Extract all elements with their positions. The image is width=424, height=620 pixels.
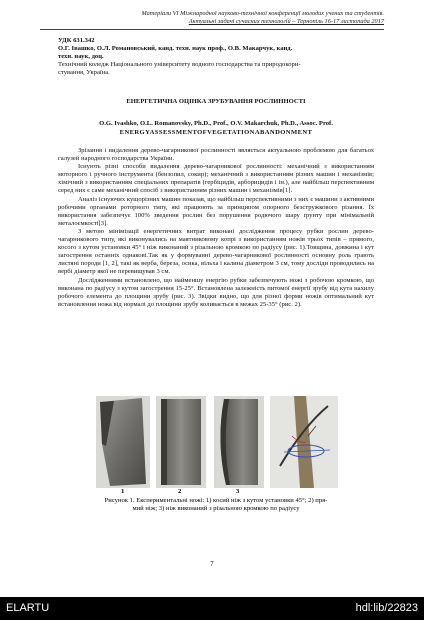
paragraph-2: Існують різні способи видалення дерево-чагарникової рослинності: механічний з використанням моторного і ручного інструмента (бензопил, сокир); механічний з використанням різних машин і механізмів; хімічний з використанням спеціальних препаратів (гербіцидів, арборицидів і ін.), але найбільш перспективним серед них є саме механічний спосіб з використанням різних машин і механізмів[1]. [58, 163, 374, 195]
paragraph-3: Аналіз існуючих кущорізних машин показав, що найбільш перспективними з них є машини з активними робочими органами роторного типу, які працюють за принципом опорного безстружкового різання. Їх використання забезпечує 100% зведення рослин без порушення родючого шару ґрунту при мінімальній металоємкості[3]. [58, 195, 374, 227]
header-line-1: Матеріали VI Міжнародної науково-технічної конференції молодих учених та студентів. [141, 10, 384, 17]
header-line-2: Актуальні задачі сучасних технологій – Тернопіль 16-17 листопада 2017 [188, 18, 384, 25]
blade-image-2 [156, 396, 206, 488]
handle-id: hdl:lib/22823 [355, 602, 418, 614]
blade-image-3 [214, 396, 264, 488]
paragraph-4: З метою мінімізації енергетичних витрат виконані дослідження процесу рубки рослин дерево-чагарникового типу, які виконувались на маятниковому копрі з використанням ножів трьох типів – прямого, косого з кутом установки 45° і ніж виконаний з різальною кромкою по радіусу (рис. 1).Товщина, довжина і кут загострення останніх однакові.Так як у формуванні дерево-чагарникової рослинності основну роль грають листяні породи [1, 2], такі як верба, береза, осика, вільха і калина діаметром 3 см, тому досліди проводились на вербі діаметр якої не перевищував 3 см. [58, 227, 374, 276]
paragraph-1: Зрізання і видалення дерево-чагарникової рослинності являється актуальною проблемою для багатьох галузей народного господарства України. [58, 147, 374, 163]
paragraph-5: Дослідженнями встановлено, що найменшу енергію рубки забезпечують ножі з робочою кромкою, що виконана по радіусу з кутом загострення 15-25°. Встановлена залежність питомої енергії зрубу від кута нахилу робочого елемента до площини зрубу (рис. 3). Звідки видно, що для різної форми ножів оптимальний кут встановлення ножа від нормалі до площини зрубу коливається в межах 25-35° (рис. 2). [58, 276, 374, 308]
title-ua: ЕНЕРГЕТИЧНА ОЦІНКА ЗРУБУВАННЯ РОСЛИННОСТІ [126, 98, 306, 105]
affiliation-line-1: Технічний коледж Національного університету водного господарства та природокори- [58, 61, 301, 69]
figure-label-1: 1 [121, 488, 125, 495]
header-divider [40, 29, 384, 30]
cutting-diagram-image [270, 396, 338, 488]
authors-ua-line-1: О.Г. Івашко, О.Л. Романовський, канд. техн. наук проф., О.В. Макарчук, канд. [58, 45, 293, 53]
blade-image-1 [96, 396, 150, 488]
figure-label-3: 3 [236, 488, 240, 495]
figure-caption-line-2: мий ніж; 3) ніж виконаний з різальною кромкою по радіусу [132, 505, 300, 513]
figure-caption [58, 497, 374, 513]
affiliation-line-2: стування, Україна. [58, 69, 110, 77]
figure-label-2: 2 [178, 488, 182, 495]
udc-code: УДК 631.342 [58, 37, 95, 44]
front-matter [58, 37, 374, 77]
figure-caption-line-1: Рисунок 1. Експериментальні ножі: 1) косий ніж з кутом установки 45°; 2) пря- [104, 497, 328, 504]
figure-1 [96, 396, 338, 494]
authors-en: O.G. Ivashko, O.L. Romanovsky, Ph.D., Prof., O.V. Makarchuk, Ph.D., Assoc. Prof. [99, 120, 333, 127]
conference-header [40, 10, 384, 26]
repository-footer [0, 597, 424, 620]
repository-name: ELARTU [6, 602, 50, 614]
authors-ua-line-2: техн. наук, доц. [58, 53, 104, 61]
article-body [58, 147, 374, 309]
title-en: ENERGYASSESSMENTOFVEGETATIONABANDONMENT [119, 129, 313, 136]
page-number: 7 [210, 561, 214, 568]
